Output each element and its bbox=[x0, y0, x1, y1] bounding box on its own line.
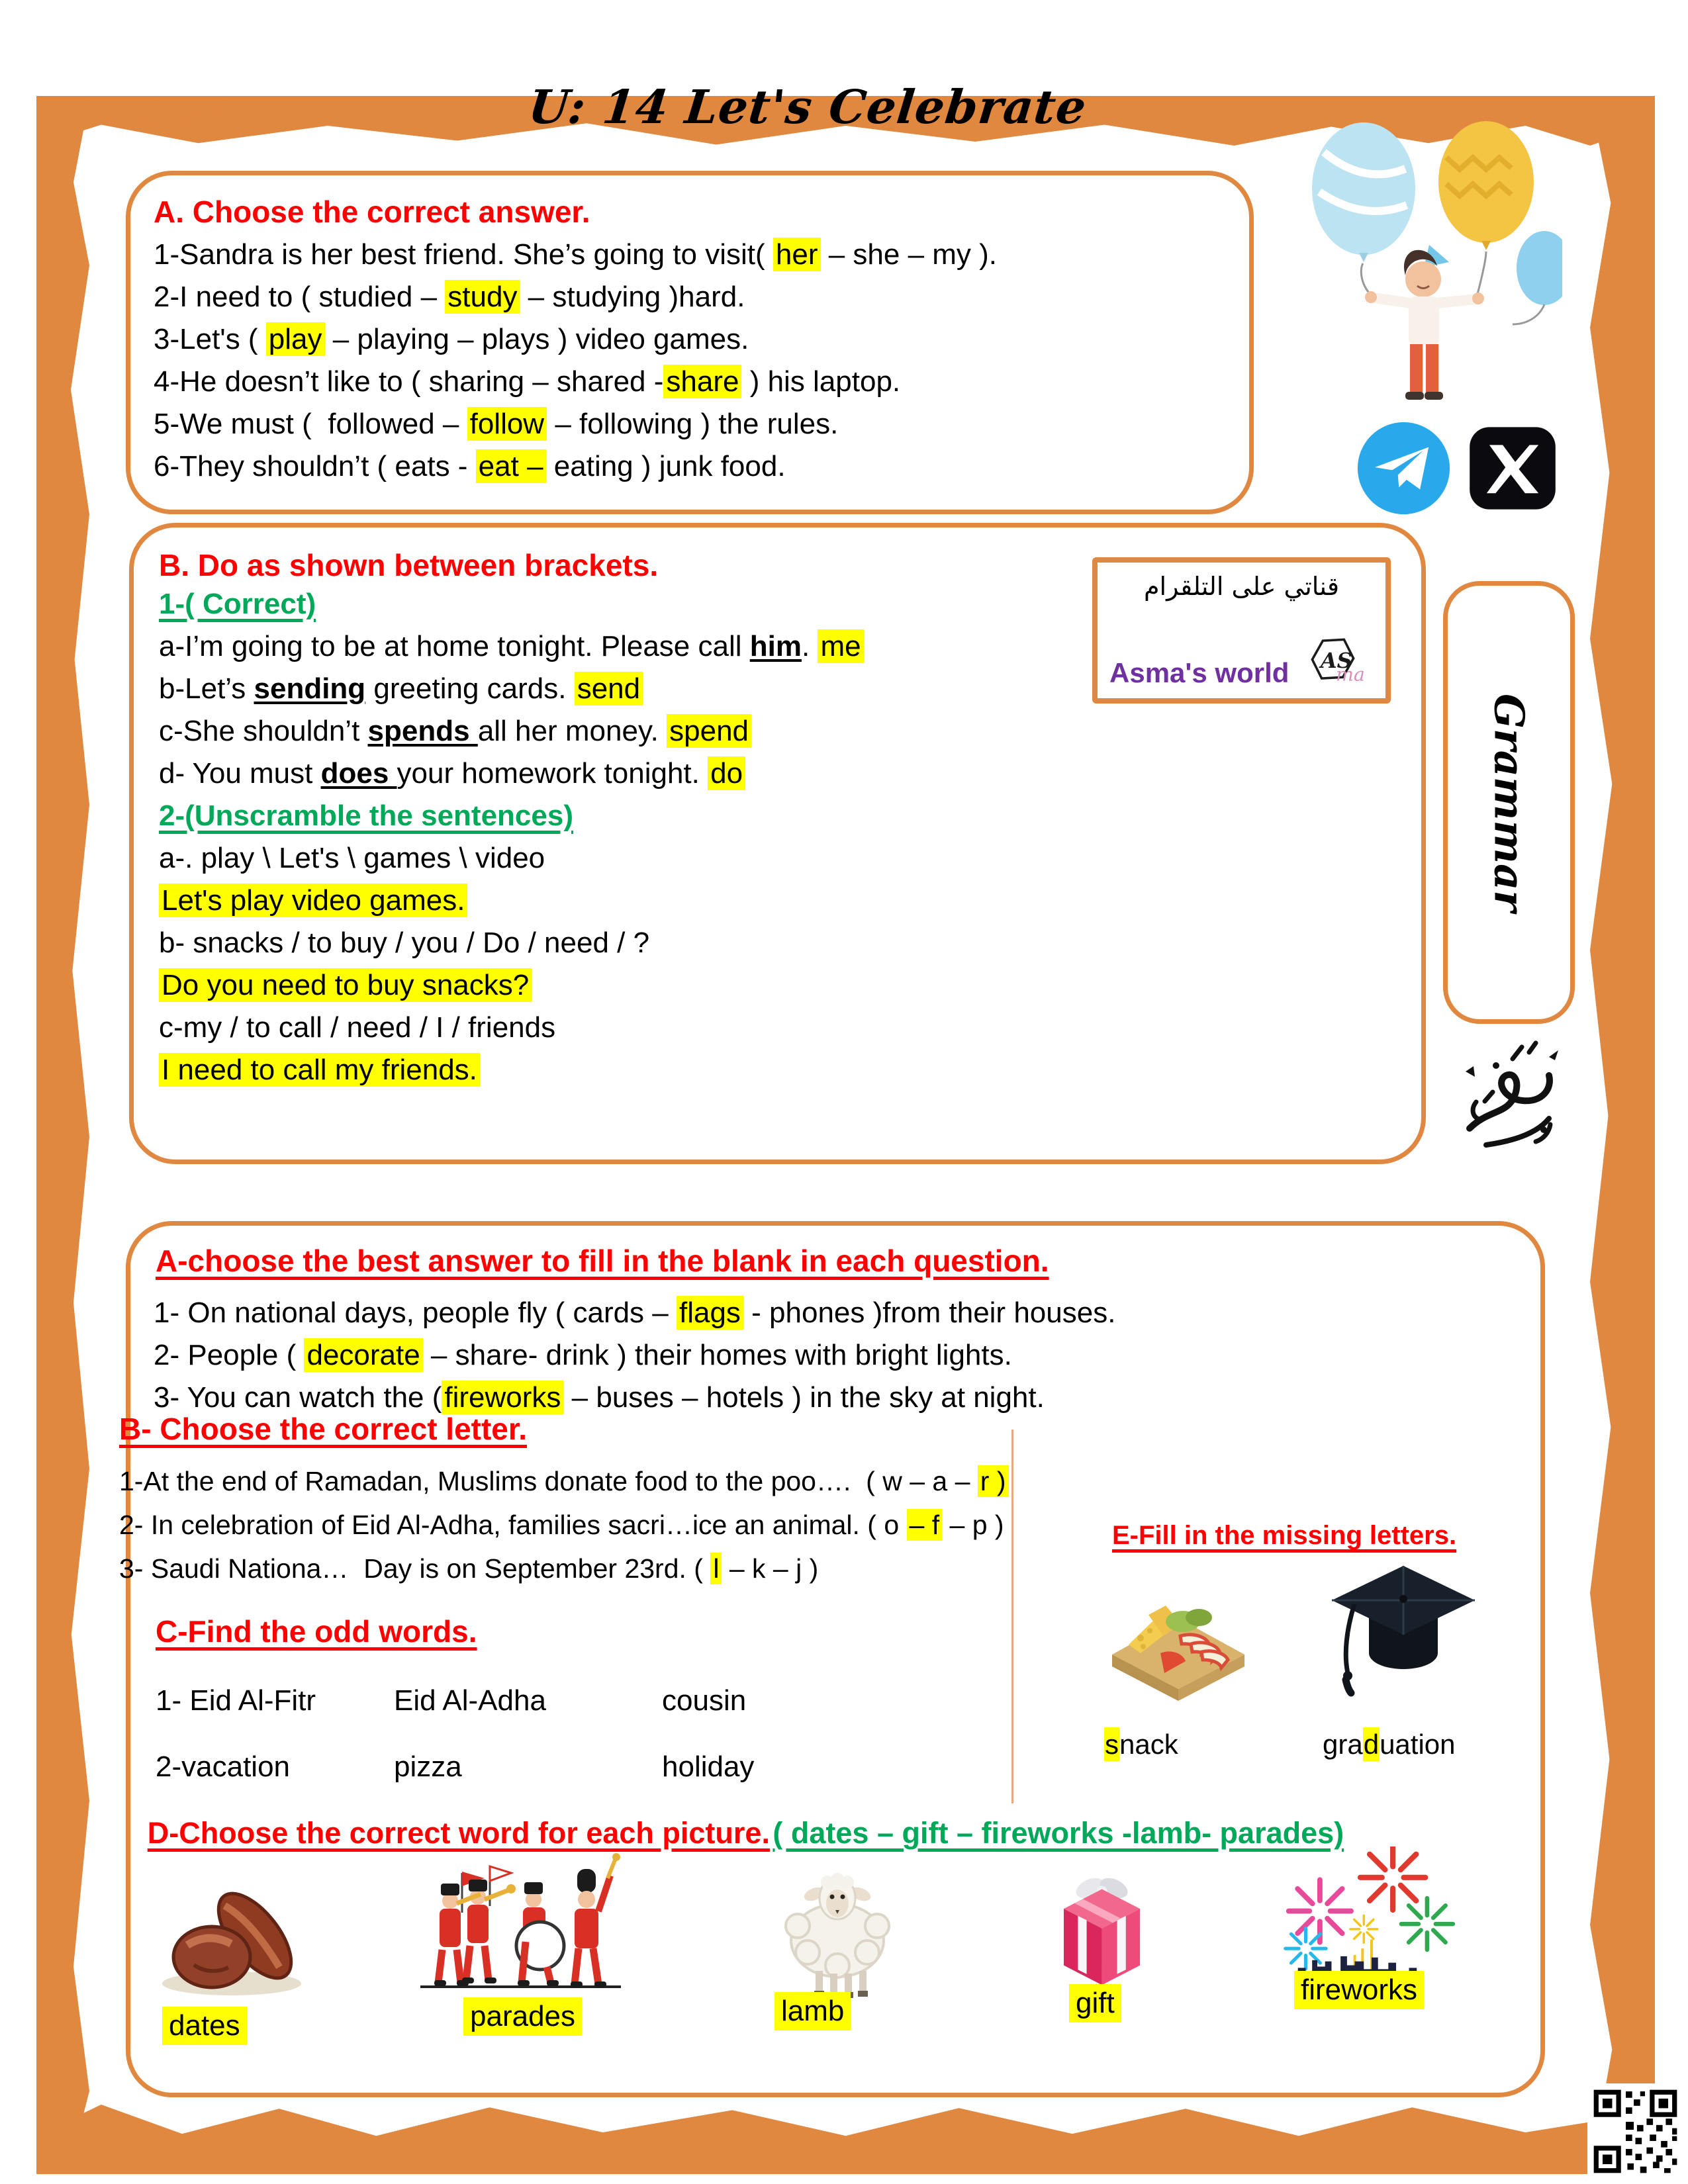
text-segment: her bbox=[773, 238, 821, 271]
text-segment: all her money. bbox=[477, 715, 667, 747]
text-segment: spend bbox=[667, 714, 751, 748]
text-segment: ) his laptop. bbox=[741, 365, 901, 398]
picture-label-lamb: lamb bbox=[774, 1992, 851, 2030]
text-segment: fireworks bbox=[442, 1381, 563, 1414]
exercise-line bbox=[119, 1459, 1009, 1503]
text-segment: 1- On national days, people fly ( cards – bbox=[154, 1297, 677, 1329]
text-segment: send bbox=[575, 672, 643, 705]
text-segment: your homework tonight. bbox=[397, 757, 708, 790]
text-segment: does bbox=[320, 757, 397, 790]
text-segment: 1-Sandra is her best friend. She’s going to visit( bbox=[154, 238, 773, 271]
text-segment: . bbox=[801, 630, 818, 662]
grammar-label: Grammar bbox=[1485, 693, 1533, 912]
exercise-line bbox=[154, 361, 997, 403]
cheese-snack-board-image bbox=[1102, 1575, 1254, 1717]
text-segment: follow bbox=[467, 407, 547, 441]
text-segment: a-I’m going to be at home tonight. Please call bbox=[159, 630, 750, 662]
sec-c-heading: C-Find the odd words. bbox=[156, 1614, 477, 1649]
picture-label-fireworks: fireworks bbox=[1294, 1971, 1424, 2009]
text-segment: 1-At the end of Ramadan, Muslims donate food to the poo…. ( w – a – bbox=[119, 1466, 978, 1496]
text-segment: c-She shouldn’t bbox=[159, 715, 368, 747]
section-divider-line bbox=[1011, 1430, 1013, 1803]
text-segment: 6-They shouldn’t ( eats - bbox=[154, 450, 476, 482]
fireworks-over-city-image bbox=[1278, 1846, 1463, 1979]
text-segment: sending bbox=[254, 672, 366, 705]
exercise-line bbox=[159, 880, 864, 922]
text-segment: Do you need to buy snacks? bbox=[159, 968, 532, 1002]
unscramble-lines bbox=[159, 837, 864, 1091]
fill-word-graduation bbox=[1323, 1729, 1456, 1760]
text-segment: eat – bbox=[476, 449, 546, 483]
odd-word: 2-vacation bbox=[156, 1751, 291, 1783]
text-segment: decorate bbox=[304, 1338, 422, 1372]
text-segment: him bbox=[749, 630, 802, 662]
svg-text:AS: AS bbox=[1321, 648, 1353, 673]
text-segment: share bbox=[663, 365, 741, 398]
text-segment: - phones )from their houses. bbox=[743, 1297, 1116, 1329]
text-segment: do bbox=[708, 756, 745, 790]
border-band-right bbox=[1590, 99, 1655, 2174]
text-segment: – p ) bbox=[942, 1510, 1004, 1540]
exercise-line bbox=[159, 625, 864, 668]
odd-words-row bbox=[156, 1684, 754, 1751]
sec-e-heading: E-Fill in the missing letters. bbox=[1112, 1521, 1457, 1550]
text-segment: 4-He doesn’t like to ( sharing – shared - bbox=[154, 365, 664, 398]
qr-code bbox=[1587, 2083, 1683, 2179]
channel-arabic-text: قناتي على التلقرام bbox=[1143, 572, 1339, 601]
text-segment: 3- Saudi Nationa… Day is on September 23rd. ( bbox=[119, 1553, 711, 1584]
text-segment: r ) bbox=[978, 1465, 1009, 1497]
exercise-line bbox=[154, 403, 997, 445]
exercise-line bbox=[159, 922, 864, 964]
picture-label-gift: gift bbox=[1069, 1984, 1121, 2023]
text-segment: Let's play video games. bbox=[159, 884, 467, 917]
text-segment: d bbox=[1363, 1729, 1380, 1760]
text-segment: nack bbox=[1119, 1729, 1178, 1760]
border-band-left bbox=[36, 99, 89, 2174]
exercise-line bbox=[159, 1049, 864, 1091]
sec-d-word-bank: ( dates – gift – fireworks -lamb- parades) bbox=[773, 1816, 1344, 1850]
telegram-icon[interactable] bbox=[1356, 420, 1452, 516]
picture-label-dates: dates bbox=[162, 2007, 247, 2045]
text-segment: d- You must bbox=[159, 757, 321, 790]
text-segment: flags bbox=[677, 1296, 743, 1330]
channel-promo-box bbox=[1092, 557, 1391, 704]
text-segment: s bbox=[1105, 1729, 1119, 1760]
text-segment: b- snacks / to buy / you / Do / need / ? bbox=[159, 927, 650, 959]
text-segment: – buses – hotels ) in the sky at night. bbox=[563, 1381, 1045, 1414]
text-segment: – following ) the rules. bbox=[547, 408, 839, 440]
fill-word-snack bbox=[1104, 1729, 1178, 1760]
odd-word: holiday bbox=[662, 1751, 755, 1783]
graduation-cap-image bbox=[1324, 1555, 1479, 1698]
brand-name: Asma's world bbox=[1109, 657, 1289, 688]
unscramble-subheading: 2-(Unscramble the sentences) bbox=[159, 799, 573, 832]
exercise-line bbox=[159, 1007, 864, 1049]
exercise-line bbox=[154, 234, 997, 276]
text-segment: 2-I need to ( studied – bbox=[154, 281, 445, 313]
page-tag: SG1 bbox=[142, 91, 233, 135]
text-segment: uation bbox=[1380, 1729, 1456, 1760]
marching-band-parade-image bbox=[410, 1853, 629, 1995]
text-segment: c-my / to call / need / I / friends bbox=[159, 1011, 556, 1044]
correct-lines bbox=[159, 625, 864, 795]
text-segment: gra bbox=[1323, 1729, 1363, 1760]
odd-word: pizza bbox=[394, 1751, 462, 1783]
exercise-line bbox=[154, 445, 997, 488]
odd-words-table bbox=[156, 1684, 754, 1817]
text-segment: 3- You can watch the ( bbox=[154, 1381, 442, 1414]
exercise-line bbox=[159, 668, 864, 710]
picture-label-parades: parades bbox=[463, 1997, 582, 2036]
exercise-line bbox=[154, 276, 997, 318]
section-b-heading: B. Do as shown between brackets. bbox=[159, 548, 659, 582]
exercise-line bbox=[119, 1547, 1009, 1590]
exercise-line bbox=[159, 710, 864, 752]
odd-word: cousin bbox=[662, 1684, 747, 1717]
section-a-heading: A. Choose the correct answer. bbox=[154, 195, 590, 229]
x-icon[interactable] bbox=[1466, 424, 1559, 513]
text-segment: eating ) junk food. bbox=[545, 450, 786, 482]
sec-a-heading: A-choose the best answer to fill in the blank in each question. bbox=[156, 1244, 1049, 1278]
gift-box-image bbox=[1033, 1866, 1172, 1989]
text-segment: – studying )hard. bbox=[520, 281, 745, 313]
correct-subheading: 1-( Correct) bbox=[159, 588, 316, 620]
grammar-side-tab bbox=[1443, 581, 1575, 1024]
text-segment: 2- People ( bbox=[154, 1339, 305, 1371]
odd-word: 1- Eid Al-Fitr bbox=[156, 1684, 316, 1717]
sec-d-heading bbox=[136, 1804, 1344, 1862]
exercise-line bbox=[159, 752, 864, 795]
exercise-line bbox=[154, 318, 997, 361]
text-segment: b-Let’s bbox=[159, 672, 254, 705]
odd-word: Eid Al-Adha bbox=[394, 1684, 546, 1717]
text-segment: 2- In celebration of Eid Al-Adha, families sacri…ice an animal. ( o bbox=[119, 1510, 907, 1540]
text-segment: – k – j ) bbox=[722, 1553, 819, 1584]
sec-a-lines bbox=[154, 1292, 1115, 1419]
exercise-line bbox=[154, 1292, 1115, 1334]
text-segment: – f bbox=[907, 1509, 943, 1541]
lamb-image bbox=[761, 1860, 914, 1999]
text-segment: 3-Let's ( bbox=[154, 323, 266, 355]
asma-hexagon-logo bbox=[1298, 636, 1368, 689]
exercise-line bbox=[119, 1503, 1009, 1547]
text-segment: spends bbox=[367, 715, 478, 747]
text-segment: – playing – plays ) video games. bbox=[324, 323, 749, 355]
exercise-line bbox=[159, 837, 864, 880]
section-a-lines bbox=[154, 234, 997, 488]
text-segment: play bbox=[266, 322, 325, 356]
text-segment: – share- drink ) their homes with bright lights. bbox=[422, 1339, 1012, 1371]
text-segment: l bbox=[710, 1553, 722, 1584]
sec-b-heading: B- Choose the correct letter. bbox=[119, 1412, 528, 1446]
border-band-bottom bbox=[36, 2105, 1655, 2174]
text-segment: a-. play \ Let's \ games \ video bbox=[159, 842, 545, 874]
dates-fruit-image bbox=[149, 1883, 314, 2002]
text-segment: me bbox=[818, 629, 863, 663]
text-segment: study bbox=[445, 280, 520, 314]
exercise-line bbox=[159, 964, 864, 1007]
svg-text:ma: ma bbox=[1336, 663, 1366, 686]
text-segment: I need to call my friends. bbox=[159, 1053, 480, 1087]
text-segment: greeting cards. bbox=[365, 672, 575, 705]
text-segment: – she – my ). bbox=[820, 238, 998, 271]
exercise-line bbox=[154, 1334, 1115, 1377]
person-holding-balloons-illustration bbox=[1288, 106, 1562, 417]
sec-d-heading-red: D-Choose the correct word for each picture. bbox=[147, 1816, 770, 1850]
arabic-calligraphy-signature bbox=[1450, 1029, 1569, 1168]
page-title: U: 14 Let's Celebrate bbox=[526, 79, 1090, 134]
sec-b-lines bbox=[119, 1459, 1009, 1590]
text-segment: 5-We must ( followed – bbox=[154, 408, 467, 440]
exercise-box-choose-answer bbox=[126, 171, 1254, 514]
